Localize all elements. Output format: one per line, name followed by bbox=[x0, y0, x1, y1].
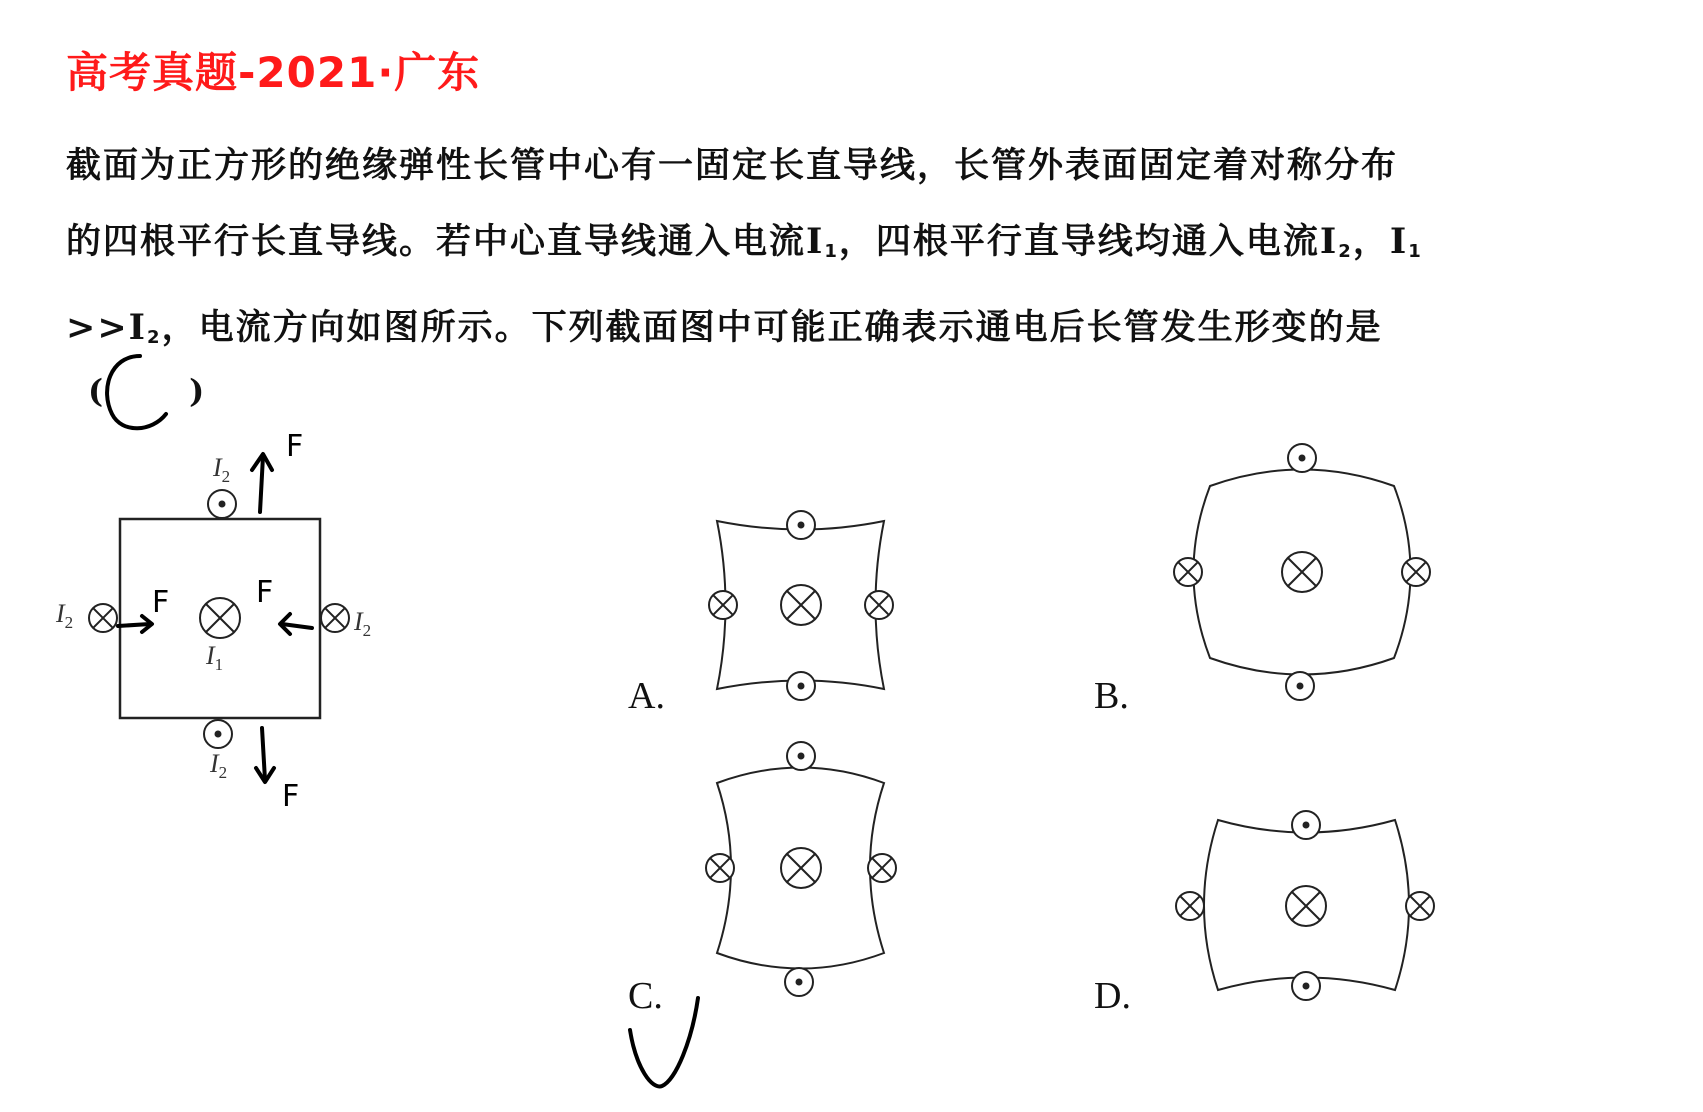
option-d-figure bbox=[1094, 811, 1434, 1017]
option-c-figure bbox=[628, 742, 896, 1017]
option-c-label: C. bbox=[628, 975, 663, 1017]
option-b-label: B. bbox=[1094, 675, 1129, 717]
center-wire-label: $I_1$ bbox=[206, 641, 224, 674]
force-label-top: F bbox=[286, 429, 304, 464]
top-wire-label: $I_2$ bbox=[213, 453, 231, 486]
force-label-bottom: F bbox=[282, 779, 300, 814]
option-a-label: A. bbox=[628, 675, 665, 717]
top-dot-wire-icon bbox=[208, 490, 236, 518]
force-label-left: F bbox=[152, 585, 170, 620]
force-label-right: F bbox=[256, 575, 274, 610]
bottom-dot-wire-icon bbox=[204, 720, 232, 748]
center-wire-icon bbox=[200, 598, 240, 638]
option-d-label: D. bbox=[1094, 975, 1131, 1017]
handwritten-answer-c bbox=[107, 356, 166, 428]
right-cross-wire-icon bbox=[321, 604, 349, 632]
option-b-figure bbox=[1094, 444, 1430, 717]
page-title: 高考真题-2021·广东 bbox=[66, 48, 481, 97]
left-cross-wire-icon bbox=[89, 604, 117, 632]
question-line-3: $>>I_2$，电流方向如图所示。下列截面图中可能正确表示通电后长管发生形变的是 bbox=[66, 307, 1383, 348]
bottom-wire-label: $I_2$ bbox=[210, 749, 228, 782]
option-a-figure bbox=[628, 511, 893, 717]
question-line-2: 的四根平行长直导线。若中心直导线通入电流$I_1$，四根平行直导线均通入电流$I_2$，$I_1$ bbox=[66, 221, 1423, 262]
question-line-1: 截面为正方形的绝缘弹性长管中心有一固定长直导线，长管外表面固定着对称分布 bbox=[66, 145, 1399, 186]
right-wire-label: $I_2$ bbox=[354, 607, 372, 640]
left-wire-label: $I_2$ bbox=[56, 599, 74, 632]
reference-figure bbox=[55, 429, 371, 814]
answer-bracket: ( ) bbox=[88, 372, 205, 410]
